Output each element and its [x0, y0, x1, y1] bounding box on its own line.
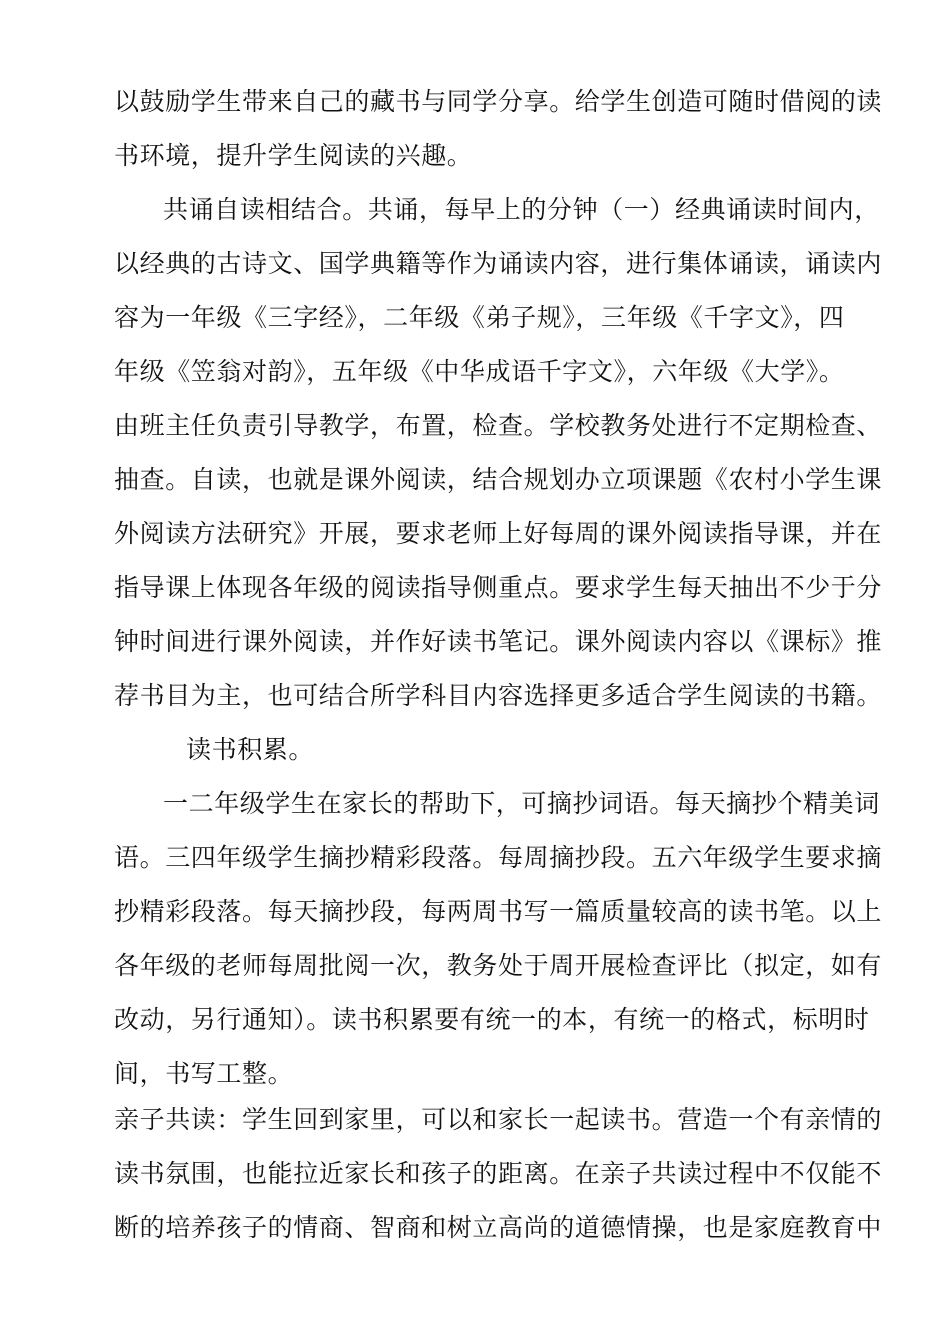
text-line: 外阅读方法研究》开展，要求老师上好每周的课外阅读指导课，并在 [114, 519, 883, 548]
text-line: 抽查。自读，也就是课外阅读，结合规划办立项课题《农村小学生课 [114, 465, 883, 494]
text-line: 书环境，提升学生阅读的兴趣。 [114, 141, 473, 170]
text-line: 间，书写工整。 [114, 1059, 294, 1088]
text-line: 以经典的古诗文、国学典籍等作为诵读内容，进行集体诵读，诵读内 [114, 249, 883, 278]
text-line: 共诵自读相结合。共诵，每早上的分钟（一）经典诵读时间内， [163, 195, 880, 224]
text-line: 改动，另行通知）。读书积累要有统一的本，有统一的格式，标明时 [114, 1005, 870, 1034]
text-line: 读书氛围，也能拉近家长和孩子的距离。在亲子共读过程中不仅能不 [114, 1159, 883, 1188]
text-line: 断的培养孩子的情商、智商和树立高尚的道德情操，也是家庭教育中 [114, 1213, 883, 1242]
text-line: 抄精彩段落。每天摘抄段，每两周书写一篇质量较高的读书笔。以上 [114, 897, 883, 926]
text-line: 亲子共读：学生回到家里，可以和家长一起读书。营造一个有亲情的 [114, 1105, 883, 1134]
text-line: 一二年级学生在家长的帮助下，可摘抄词语。每天摘抄个精美词 [163, 789, 880, 818]
text-line: 荐书目为主，也可结合所学科目内容选择更多适合学生阅读的书籍。 [114, 681, 883, 710]
text-line: 以鼓励学生带来自己的藏书与同学分享。给学生创造可随时借阅的读 [114, 87, 883, 116]
section-heading: 读书积累。 [186, 735, 315, 764]
text-line: 语。三四年级学生摘抄精彩段落。每周摘抄段。五六年级学生要求摘 [114, 843, 883, 872]
text-line: 由班主任负责引导教学，布置，检查。学校教务处进行不定期检查、 [114, 411, 883, 440]
text-line: 钟时间进行课外阅读，并作好读书笔记。课外阅读内容以《课标》推 [114, 627, 883, 656]
text-line: 指导课上体现各年级的阅读指导侧重点。要求学生每天抽出不少于分 [114, 573, 883, 602]
text-line: 年级《笠翁对韵》，五年级《中华成语千字文》，六年级《大学》。 [114, 357, 845, 386]
text-line: 容为一年级《三字经》，二年级《弟子规》，三年级《千字文》，四 [114, 303, 845, 332]
text-line: 各年级的老师每周批阅一次，教务处于周开展检查评比（拟定，如有 [114, 951, 883, 980]
